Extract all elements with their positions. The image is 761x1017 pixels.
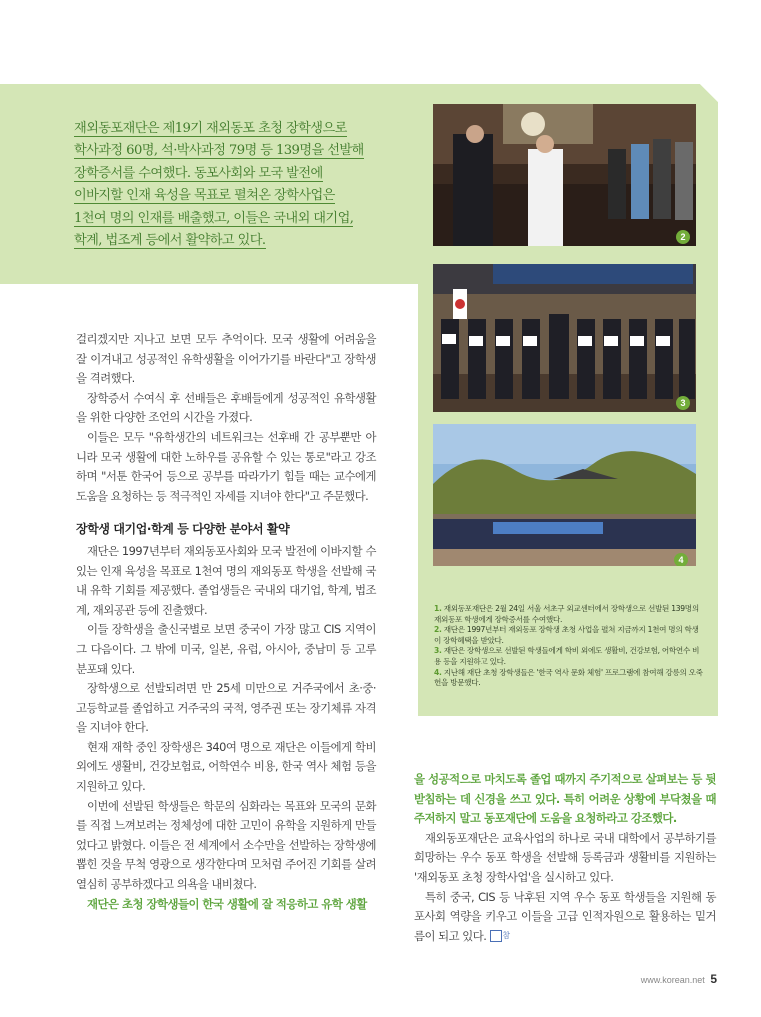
- end-mark-icon: 참: [490, 930, 502, 942]
- pull-quote-line: 1천여 명의 인재를 배출했고, 이들은 국내외 대기업,: [74, 210, 354, 226]
- pull-quote-line: 이바지할 인재 육성을 목표로 펼쳐온 장학사업은: [74, 188, 335, 204]
- body-paragraph: 재외동포재단은 교육사업의 하나로 국내 대학에서 공부하기를 희망하는 우수 동포 학생을 선발해 등록금과 생활비를 지원하는 '재외동포 초청 장학사업'을 실시하고 있다.: [414, 830, 716, 884]
- page-footer: [641, 972, 717, 986]
- body-paragraph: 걸리겠지만 지나고 보면 모두 추억이다. 모국 생활에 어려움을 잘 이겨내고 성공적인 유학생활을 이어가기를 바란다"고 장학생을 격려했다.: [76, 332, 376, 386]
- caption-item: [434, 668, 704, 689]
- photo-trip: [433, 424, 696, 566]
- body-text: 특히 중국, CIS 등 낙후된 지역 우수 동포 학생들을 지원해 동포사회 역량을 키우고 이들을 고급 인적자원으로 활용하는 밑거름이 되고 있다.: [414, 889, 716, 943]
- caption-item: [434, 646, 704, 667]
- body-paragraph: [414, 888, 716, 947]
- highlight-paragraph: 을 성공적으로 마치도록 졸업 때까지 주기적으로 살펴보는 등 뒷받침하는 데 신경을 쓰고 있다. 특히 어려운 상황에 부닥쳤을 때 주저하지 말고 동포재단에 도움을 요청하라고 강조했다.: [414, 772, 716, 826]
- body-paragraph: 재단은 1997년부터 재외동포사회와 모국 발전에 이바지할 수 있는 인재 육성을 목표로 1천여 명의 재외동포 학생을 선발해 국내 유학 기회를 제공했다. 졸업생들은 국내외 대기업, 학계, 법조계, 재외공관 등에 진출했다.: [76, 543, 376, 617]
- photo-number-badge: 4: [674, 553, 688, 566]
- body-paragraph: 이들 장학생을 출신국별로 보면 중국이 가장 많고 CIS 지역이 그 다음이다. 그 밖에 미국, 일본, 유럽, 아시아, 중남미 등 고루 분포돼 있다.: [76, 622, 376, 676]
- caption-item: [434, 604, 704, 625]
- body-paragraph: 이번에 선발된 학생들은 학문의 심화라는 목표와 모국의 문화를 직접 느껴보려는 정체성에 대한 고민이 유학을 지원하게 만들었다고 밝혔다. 이들은 전 세계에서 소수만을 선발하는 장학생에 뽑힌 것을 무척 영광으로 생각한다며 모처럼 주어진 기회를 살려 열심히 공부하겠다고 의욕을 내비쳤다.: [76, 798, 376, 892]
- body-paragraph: 장학증서 수여식 후 선배들은 후배들에게 성공적인 유학생활을 위한 다양한 조언의 시간을 가졌다.: [76, 390, 376, 425]
- body-paragraph: 장학생으로 선발되려면 만 25세 미만으로 거주국에서 초·중·고등학교를 졸업하고 거주국의 국적, 영주권 또는 장기체류 자격을 지녀야 한다.: [76, 681, 376, 735]
- body-paragraph: 현재 재학 중인 장학생은 340여 명으로 재단은 이들에게 학비 외에도 생활비, 건강보험료, 어학연수 비용, 한국 역사 체험 등을 지원하고 있다.: [76, 739, 376, 794]
- caption-number: 1.: [434, 604, 442, 613]
- body-paragraph: 이들은 모두 "유학생간의 네트워크는 선후배 간 공부뿐만 아니라 모국 생활에 대한 노하우를 공유할 수 있는 통로"라고 강조하며 "서툰 한국어 등으로 공부를 따라가기 힘들 때는 교수에게 도움을 요청하는 등 적극적인 자세를 지녀야 한다"고 주문했다.: [76, 429, 376, 503]
- caption-text: 재단은 1997년부터 재외동포 장학생 초청 사업을 펼쳐 지금까지 1천여 명의 학생이 장학혜택을 받았다.: [434, 625, 699, 645]
- pull-quote-line: 장학증서를 수여했다. 동포사회와 모국 발전에: [74, 165, 323, 181]
- pull-quote-line: 학사과정 60명, 석·박사과정 79명 등 139명을 선발해: [74, 143, 364, 159]
- photo-number-badge: 3: [676, 396, 690, 410]
- site-url: www.korean.net: [640, 975, 705, 985]
- photo-ceremony: [433, 104, 696, 246]
- caption-number: 2.: [434, 625, 442, 635]
- photo-number-badge: 2: [676, 230, 690, 244]
- caption-text: 지난해 재단 초청 장학생들은 '한국 역사 문화 체험' 프로그램에 참여해 강릉의 오죽헌을 방문했다.: [434, 667, 703, 688]
- caption-number: 3.: [434, 646, 442, 656]
- right-column: [414, 770, 716, 946]
- caption-text: 재단은 장학생으로 선발된 학생들에게 학비 외에도 생활비, 건강보험, 어학연수 비용 등을 지원하고 있다.: [434, 646, 700, 666]
- highlight-paragraph: 재단은 초청 장학생들이 한국 생활에 잘 적응하고 유학 생활: [87, 896, 367, 911]
- section-heading: 장학생 대기업·학계 등 다양한 분야서 활약: [76, 522, 290, 537]
- left-column: [76, 330, 376, 914]
- photo-captions: [434, 604, 704, 689]
- caption-item: [434, 625, 704, 646]
- caption-number: 4.: [434, 667, 442, 677]
- caption-text: 재외동포재단은 2월 24일 서울 서초구 외교센터에서 장학생으로 선발된 139명의 재외동포 학생에게 장학증서를 수여했다.: [434, 604, 699, 624]
- pull-quote-line: 재외동포재단은 제19기 재외동포 초청 장학생으로: [74, 121, 347, 136]
- photo-group: [433, 264, 696, 412]
- pull-quote-line: 학계, 법조계 등에서 활약하고 있다.: [74, 233, 266, 249]
- page-number: 5: [710, 972, 717, 986]
- pull-quote: [74, 118, 419, 252]
